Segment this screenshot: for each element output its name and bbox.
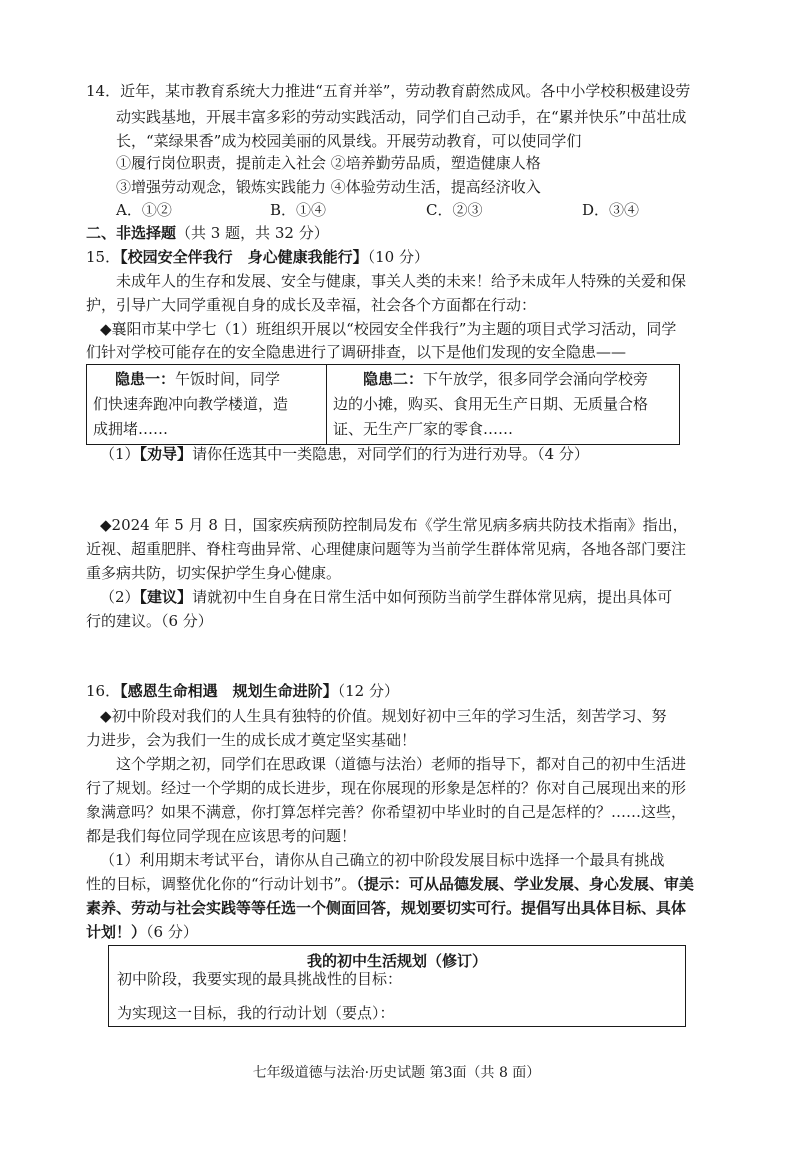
- q14-line-1: 14．近年，某市教育系统大力推进“五育并举”，劳动教育蔚然成风。各中小学校积极建设劳: [86, 82, 691, 100]
- q16-sub-1-score: （6 分）: [146, 923, 198, 941]
- q14-option-b: B．①④: [270, 201, 327, 219]
- q15-bullet-2-line-1: ◆2024 年 5 月 8 日，国家疾病预防控制局发布《学生常见病多病共防技术指南》指出，: [100, 516, 688, 534]
- q15-score: （10 分）: [367, 248, 429, 266]
- q14-items-1-2: ①履行岗位职责，提前走入社会 ②培养勤劳品质，塑造健康人格: [116, 154, 541, 172]
- q14-option-a: A．①②: [116, 201, 172, 219]
- q16-para-2-line-2: 行了规划。经过一个学期的成长进步，现在你展现的形象是怎样的？你对自己展现出来的形: [86, 779, 687, 797]
- q15-sub-1-number: （1）: [100, 445, 140, 463]
- q16-score: （12 分）: [337, 682, 399, 700]
- q16-hint-start: （提示：可从品德发展、学业发展、身心发展、审美: [356, 875, 694, 893]
- hazard-1-label: 隐患一：: [115, 370, 176, 388]
- q15-intro-2: 护，引导广大同学重视自身的成长及幸福，社会各个方面都在行动：: [86, 296, 537, 314]
- q16-sub-1-line-2: [86, 873, 694, 895]
- hazard-1-text-2: 们快速奔跑冲向教学楼道，造: [93, 395, 289, 413]
- q16-hint-emphasis: 任选一个侧面回答: [266, 899, 387, 917]
- q16-hint-part-c: ，规划要切实可行。提倡写出具体目标、具体: [386, 899, 687, 917]
- q16-para-2-line-4: 都是我们每位同学现在应该思考的问题！: [86, 827, 357, 845]
- q14-line-3: 长，“菜绿果香”成为校园美丽的风景线。开展劳动教育，可以使同学们: [116, 132, 582, 150]
- q15-sub-2-number: （2）: [100, 588, 140, 606]
- q16-para-1-line-2: 力进步，会为我们一生的成长成才奠定坚实基础！: [86, 731, 417, 749]
- q15-sub-2-tag: 【建议】: [139, 588, 193, 606]
- q16-number: 16．: [86, 682, 121, 700]
- q15-sub-2-line-2: 行的建议。（6 分）: [86, 612, 213, 630]
- q16-para-2-line-1: 这个学期之初，同学们在思政课（道德与法治）老师的指导下，都对自己的初中生活进: [116, 755, 687, 773]
- q14-option-d: D．③④: [582, 201, 640, 219]
- q15-sub-1: [100, 443, 589, 465]
- q15-sub-2: [100, 586, 672, 608]
- q16-sub-1-line-3: [86, 897, 686, 919]
- q15-sub-1-tag: 【劝导】: [139, 445, 193, 463]
- life-plan-box: [108, 945, 686, 1027]
- life-plan-goal-prompt: 初中阶段，我要实现的最具挑战性的目标：: [117, 970, 403, 988]
- q16-sub-1-line-1: （1）利用期末考试平台，请你从自己确立的初中阶段发展目标中选择一个最具有挑战: [100, 851, 665, 869]
- section-2-heading: [86, 222, 329, 244]
- hazard-2-text-1: 下午放学，很多同学会涌向学校旁: [423, 370, 649, 388]
- section-2-title: 二、非选择题: [86, 224, 177, 242]
- q16-hint-end: 计划！）: [86, 923, 147, 941]
- q15-intro-1: 未成年人的生存和发展、安全与健康，事关人类的未来！给予未成年人特殊的关爱和保: [116, 272, 687, 290]
- q15-title: 【校园安全伴我行 身心健康我能行】: [120, 248, 368, 266]
- q15-bullet-1-line-1: ◆襄阳市某中学七（1）班组织开展以“校园安全伴我行”为主题的项目式学习活动，同学: [100, 320, 677, 338]
- q15-number: 15．: [86, 248, 121, 266]
- hazard-2-text-2: 边的小摊，购买、食用无生产日期、无质量合格: [333, 395, 649, 413]
- q15-bullet-2-line-2: 近视、超重肥胖、脊柱弯曲异常、心理健康问题等为当前学生群体常见病，各地各部门要注: [86, 540, 687, 558]
- life-plan-action-prompt: 为实现这一目标，我的行动计划（要点）：: [117, 1004, 395, 1022]
- q16-sub-1-line-4: [86, 921, 198, 943]
- q15-bullet-1-line-2: 们针对学校可能存在的安全隐患进行了调研排查，以下是他们发现的安全隐患——: [86, 343, 627, 361]
- q16-sub-1-line-2a: 性的目标，调整优化你的“行动计划书”。: [86, 875, 357, 893]
- q14-line-2: 动实践基地，开展丰富多彩的劳动实践活动，同学们自己动手，在“累并快乐”中茁壮成: [116, 108, 687, 126]
- section-2-note: （共 3 题，共 32 分）: [176, 224, 329, 242]
- page-footer: 七年级道德与法治·历史试题 第3面（共 8 面）: [252, 1065, 541, 1081]
- q16-title: 【感恩生命相遇 规划生命进阶】: [120, 682, 338, 700]
- q16-hint-part-a: 素养、劳动与社会实践等等: [86, 899, 267, 917]
- q16-para-1-line-1: ◆初中阶段对我们的人生具有独特的价值。规划好初中三年的学习生活，刻苦学习、努: [100, 707, 667, 725]
- q15-heading: [86, 246, 429, 268]
- hazard-table: [86, 364, 680, 445]
- hazard-2-cell: [327, 365, 680, 445]
- q14-items-3-4: ③增强劳动观念，锻炼实践能力 ④体验劳动生活，提高经济收入: [116, 178, 541, 196]
- hazard-1-text-1: 午饭时间，同学: [175, 370, 281, 388]
- q15-sub-2-text: 请就初中生自身在日常生活中如何预防当前学生群体常见病，提出具体可: [192, 588, 673, 606]
- hazard-2-text-3: 证、无生产厂家的零食……: [333, 420, 514, 438]
- q15-bullet-2-line-3: 重多病共防，切实保护学生身心健康。: [86, 564, 342, 582]
- q15-sub-1-text: 请你任选其中一类隐患，对同学们的行为进行劝导。（4 分）: [192, 445, 589, 463]
- life-plan-title: 我的初中生活规划（修订）: [306, 952, 487, 970]
- q14-option-c: C．②③: [426, 201, 483, 219]
- hazard-1-text-3: 成拥堵……: [93, 420, 169, 438]
- hazard-2-label: 隐患二：: [363, 370, 424, 388]
- q16-heading: [86, 680, 399, 702]
- hazard-1-cell: [87, 365, 327, 445]
- q16-para-2-line-3: 象满意吗？如果不满意，你打算怎样完善？你希望初中毕业时的自己是怎样的？……这些，: [86, 803, 687, 821]
